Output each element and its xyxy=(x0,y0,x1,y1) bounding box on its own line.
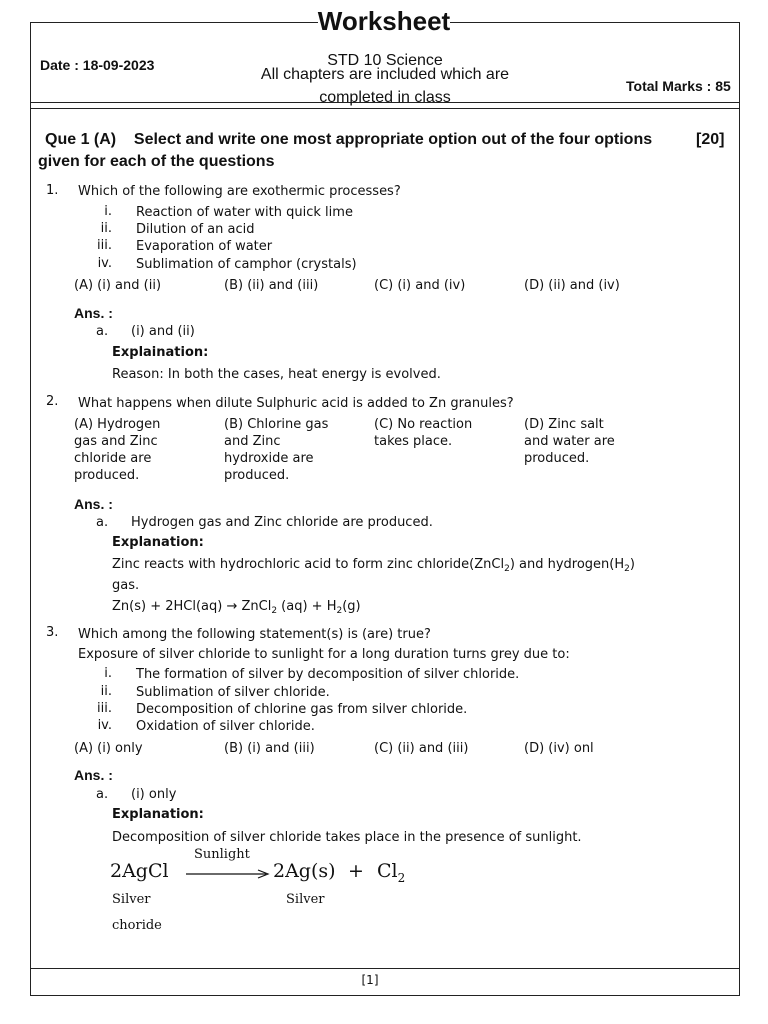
total-marks: Total Marks : 85 xyxy=(626,78,731,94)
chapters-line-2: completed in class xyxy=(319,89,451,106)
item-roman: ii. xyxy=(100,684,112,699)
question-text: What happens when dilute Sulphuric acid is added to Zn granules? xyxy=(78,396,514,411)
item-text: The formation of silver by decomposition of silver chloride. xyxy=(136,667,520,682)
explanation-label: Explaination: xyxy=(112,345,209,360)
item-text: Sublimation of camphor (crystals) xyxy=(136,257,357,272)
product-2: $Cl_2$ xyxy=(377,860,406,885)
option-b xyxy=(224,416,364,484)
answer-letter: a. xyxy=(96,515,109,530)
option-line: produced. xyxy=(224,468,290,483)
chapters-line-1: All chapters are included which are xyxy=(260,66,510,83)
question-text: Which among the following statement(s) is (are) true? xyxy=(78,627,431,642)
item-text: Sublimation of silver chloride. xyxy=(136,685,330,700)
product-1: 2Ag(s) xyxy=(273,860,336,882)
item-roman: iii. xyxy=(97,701,112,716)
explanation-text: Decomposition of silver chloride takes place in the presence of sunlight. xyxy=(112,830,582,845)
item-roman: iv. xyxy=(97,256,112,271)
item-roman: iii. xyxy=(97,238,112,253)
option-c xyxy=(374,416,514,450)
explanation-text: Zinc reacts with hydrochloric acid to form zinc chloride(ZnCl$_2$) and $hydrogen(H_2)$ xyxy=(112,557,635,574)
reactant: 2AgCl xyxy=(110,860,169,882)
reaction-arrow-icon xyxy=(186,868,270,880)
section-heading: Que 1 (A) Select and write one most appropriate option out of the four options xyxy=(45,131,653,148)
option-a: (A) (i) and (ii) xyxy=(74,278,162,293)
option-line: and Zinc xyxy=(224,434,281,449)
explanation-label: Explanation: xyxy=(112,535,204,550)
date: Date : 18-09-2023 xyxy=(40,57,155,73)
reaction-condition: Sunlight xyxy=(194,847,250,862)
explanation-label: Explanation: xyxy=(112,807,204,822)
question-number: 2. xyxy=(46,394,59,409)
option-line: (D) Zinc salt xyxy=(524,417,604,432)
option-line: (B) Chlorine gas xyxy=(224,417,329,432)
question-text: Which of the following are exothermic processes? xyxy=(78,184,401,199)
option-b: (B) (i) and (iii) xyxy=(224,741,315,756)
option-line: takes place. xyxy=(374,434,453,449)
answer-label: Ans. : xyxy=(74,305,113,321)
explanation-text: Reason: In both the cases, heat energy is evolved. xyxy=(112,367,441,382)
question-number: 3. xyxy=(46,625,59,640)
page-number: [1] xyxy=(361,973,379,987)
item-text: Dilution of an acid xyxy=(136,222,255,237)
question-text-2: Exposure of silver chloride to sunlight for a long duration turns grey due to: xyxy=(78,647,570,662)
option-d xyxy=(524,416,664,467)
item-text: Reaction of water with quick lime xyxy=(136,205,353,220)
answer-label: Ans. : xyxy=(74,767,113,783)
option-d: (D) (ii) and (iv) xyxy=(524,278,620,293)
answer-letter: a. xyxy=(96,324,109,339)
answer-letter: a. xyxy=(96,787,109,802)
reactant-label: Silver xyxy=(112,892,151,907)
option-a: (A) (i) only xyxy=(74,741,143,756)
option-line: produced. xyxy=(74,468,140,483)
question-number: 1. xyxy=(46,183,59,198)
item-roman: iv. xyxy=(97,718,112,733)
option-line: produced. xyxy=(524,451,590,466)
answer-text: Hydrogen gas and Zinc chloride are produced. xyxy=(131,515,433,530)
option-line: and water are xyxy=(524,434,615,449)
option-c: (C) (i) and (iv) xyxy=(374,278,466,293)
item-roman: i. xyxy=(104,666,112,681)
answer-text: (i) and (ii) xyxy=(131,324,195,339)
option-c: (C) (ii) and (iii) xyxy=(374,741,469,756)
item-roman: i. xyxy=(104,204,112,219)
option-line: (C) No reaction xyxy=(374,417,473,432)
option-line: chloride are xyxy=(74,451,152,466)
std-label: STD 10 Science xyxy=(327,52,443,69)
section-marks: [20] xyxy=(696,131,725,148)
option-a xyxy=(74,416,214,484)
plus-sign: + xyxy=(348,860,364,882)
option-d: (D) (iv) onl xyxy=(524,741,594,756)
item-text: Evaporation of water xyxy=(136,239,273,254)
item-roman: ii. xyxy=(100,221,112,236)
answer-text: (i) only xyxy=(131,787,177,802)
header-divider-bottom xyxy=(30,108,740,109)
explanation-text-cont: gas. xyxy=(112,578,140,593)
section-heading-line-2: given for each of the questions xyxy=(38,153,275,170)
footer-divider xyxy=(30,968,740,969)
chemical-equation: Zn(s) + 2HCl(aq) → ZnCl$_2$ $(aq) + H_2(g)$ xyxy=(112,599,361,616)
option-b: (B) (ii) and (iii) xyxy=(224,278,319,293)
worksheet-title: Worksheet xyxy=(317,6,451,36)
reactant-label-cont: choride xyxy=(112,918,162,933)
item-text: Decomposition of chlorine gas from silver chloride. xyxy=(136,702,468,717)
item-text: Oxidation of silver chloride. xyxy=(136,719,315,734)
product-label: Silver xyxy=(286,892,325,907)
option-line: gas and Zinc xyxy=(74,434,158,449)
answer-label: Ans. : xyxy=(74,496,113,512)
option-line: (A) Hydrogen xyxy=(74,417,161,432)
option-line: hydroxide are xyxy=(224,451,314,466)
